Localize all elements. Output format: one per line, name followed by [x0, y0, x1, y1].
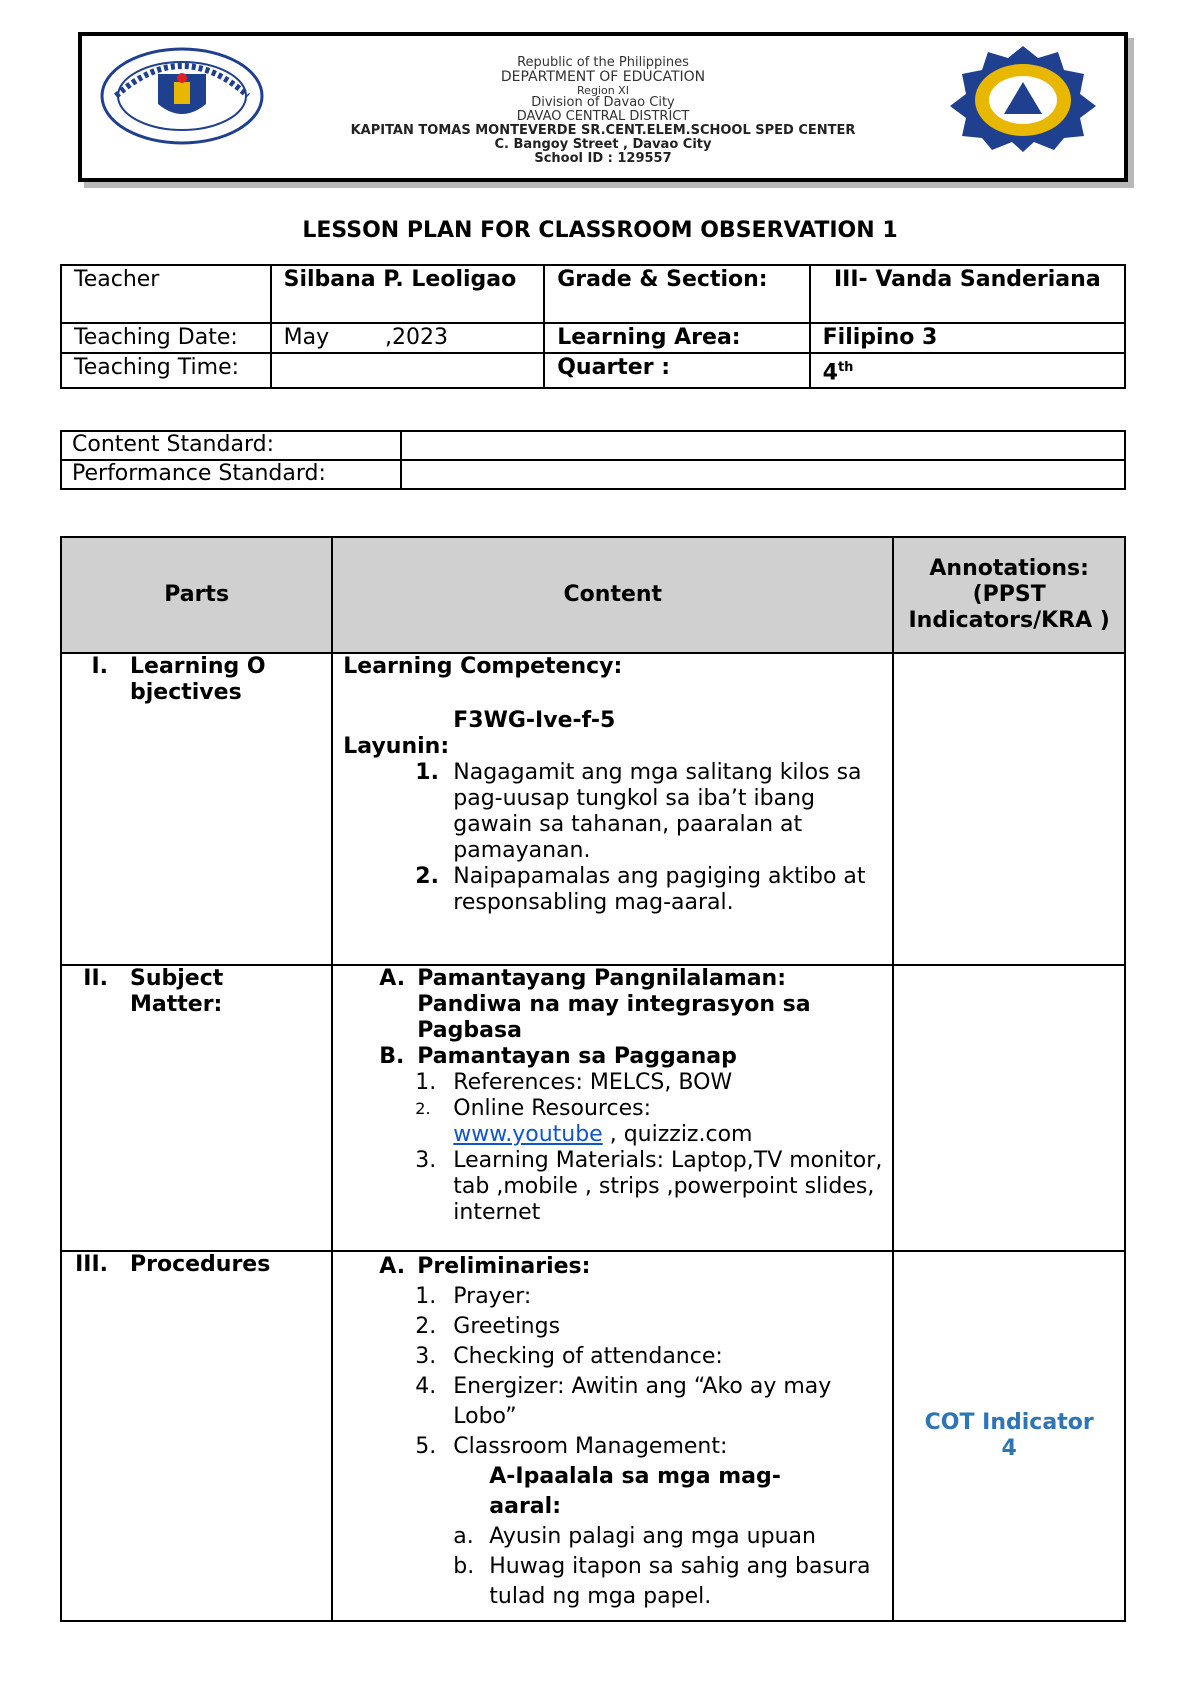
list-marker: 5. [415, 1434, 437, 1459]
school-seal-icon [934, 44, 1112, 152]
time-label: Teaching Time: [61, 353, 271, 388]
section-a [343, 1252, 882, 1282]
teacher-value: Silbana P. Leoligao [271, 265, 545, 323]
section-marker: A. [379, 966, 406, 991]
section-marker: B. [379, 1044, 405, 1069]
list-item [415, 1096, 882, 1148]
part-number: III. [75, 1252, 108, 1277]
area-value: Filipino 3 [810, 323, 1125, 353]
youtube-link[interactable]: www.youtube [453, 1122, 603, 1147]
part-number: II. [83, 966, 108, 991]
section-b [343, 1044, 882, 1070]
list-text: Learning Materials: Laptop,TV monitor, tab ,mobile , strips ,powerpoint slides, internet [453, 1148, 883, 1225]
header-parts: Parts [61, 537, 332, 653]
header-annotations: Annotations: (PPST Indicators/KRA ) [893, 537, 1125, 653]
list-text: Prayer: [453, 1284, 532, 1309]
grade-value: III- Vanda Sanderiana [810, 265, 1125, 323]
part-cell [61, 965, 332, 1251]
management-heading: A-Ipaalala sa mga mag-aaral: [489, 1464, 781, 1519]
date-value: May ,2023 [271, 323, 545, 353]
list-item [415, 1372, 882, 1432]
list-text: References: MELCS, BOW [453, 1070, 733, 1095]
competency-code: F3WG-Ive-f-5 [453, 708, 616, 733]
list-text: Huwag itapon sa sahig ang basura tulad ng mga papel. [489, 1554, 871, 1609]
content-standard-label: Content Standard: [61, 431, 401, 460]
list-marker: 1. [415, 1284, 437, 1309]
list-text: Greetings [453, 1314, 561, 1339]
header-line: KAPITAN TOMAS MONTEVERDE SR.CENT.ELEM.SCHOOL SPED CENTER [350, 123, 856, 138]
reminders-list [343, 1522, 882, 1612]
part-cell [61, 653, 332, 965]
part-title: Procedures [130, 1252, 271, 1277]
section-text: Pamantayan sa Pagganap [417, 1044, 737, 1069]
list-marker: 3. [415, 1148, 437, 1173]
list-marker: 3. [415, 1344, 437, 1369]
section-marker: A. [379, 1254, 406, 1279]
list-item [415, 1070, 882, 1096]
lesson-plan-table [60, 536, 1126, 1622]
section-text: Pamantayang Pangnilalaman: Pandiwa na may integrasyon sa Pagbasa [417, 966, 811, 1043]
list-text-group [453, 1096, 752, 1148]
list-item [453, 1552, 882, 1612]
list-item [453, 1522, 882, 1552]
school-header [78, 32, 1128, 182]
list-marker: b. [453, 1554, 475, 1579]
list-text: Online Resources: [453, 1096, 651, 1121]
standards-table [60, 430, 1126, 490]
list-item [415, 1432, 882, 1462]
list-marker: 1. [415, 1070, 437, 1095]
part-cell [61, 1251, 332, 1621]
quarter-value: 4 [822, 360, 838, 386]
part-label [62, 966, 331, 1018]
part-number: I. [91, 654, 108, 679]
header-line: C. Bangoy Street , Davao City [494, 137, 712, 152]
list-marker: 2. [415, 1099, 431, 1118]
content-cell [332, 965, 893, 1251]
page-title: LESSON PLAN FOR CLASSROOM OBSERVATION 1 [302, 218, 898, 243]
section-text: Preliminaries: [417, 1254, 591, 1279]
annotation-cell: COT Indicator 4 [893, 1251, 1125, 1621]
teacher-label: Teacher [61, 265, 271, 323]
header-line: School ID : 129557 [534, 151, 672, 166]
part-label [62, 654, 331, 706]
quarter-label: Quarter : [544, 353, 809, 388]
content-standard-value [401, 431, 1125, 460]
list-text: Naipapamalas ang pagiging aktibo at responsabling mag-aaral. [453, 864, 866, 915]
list-item [415, 1282, 882, 1312]
part-label [62, 1252, 331, 1278]
header-line: Region XI [577, 84, 629, 97]
content-cell [332, 653, 893, 965]
list-marker: 4. [415, 1374, 437, 1399]
grade-label: Grade & Section: [544, 265, 809, 323]
header-content: Content [332, 537, 893, 653]
list-marker: 2. [415, 1314, 437, 1339]
annotation-cell [893, 965, 1125, 1251]
header-line: DEPARTMENT OF EDUCATION [500, 69, 706, 85]
quarter-cell [810, 353, 1125, 388]
layunin-label: Layunin: [343, 734, 450, 759]
list-marker: 2. [415, 864, 439, 889]
list-item [415, 1148, 882, 1226]
header-line: Republic of the Philippines [517, 55, 689, 70]
list-text: Checking of attendance: [453, 1344, 723, 1369]
header-line: DAVAO CENTRAL DISTRICT [516, 109, 690, 124]
list-marker: a. [453, 1524, 474, 1549]
teacher-info-table [60, 264, 1126, 389]
content-cell [332, 1251, 893, 1621]
part-title: Subject Matter: [130, 966, 224, 1017]
area-label: Learning Area: [544, 323, 809, 353]
quarter-sup: th [837, 360, 854, 375]
objectives-list [343, 760, 882, 916]
resources-list [343, 1070, 882, 1226]
header-line: Division of Davao City [531, 95, 675, 110]
list-text: Classroom Management: [453, 1434, 728, 1459]
list-text: Nagagamit ang mga salitang kilos sa pag-uusap tungkol sa iba’t ibang gawain sa tahanan, paaralan at pamayanan. [453, 760, 862, 863]
list-item [415, 1312, 882, 1342]
annotation-cell [893, 653, 1125, 965]
competency-label: Learning Competency: [343, 654, 623, 679]
section-a [343, 966, 882, 1044]
part-title: Learning Objectives [130, 654, 266, 705]
performance-standard-label: Performance Standard: [61, 460, 401, 489]
link-suffix: , quizziz.com [602, 1122, 753, 1147]
list-item [415, 760, 882, 864]
list-text: Energizer: Awitin ang “Ako ay may Lobo” [453, 1374, 832, 1429]
list-text: Ayusin palagi ang mga upuan [489, 1524, 816, 1549]
preliminaries-list [343, 1282, 882, 1462]
list-item [415, 1342, 882, 1372]
list-item [415, 864, 882, 916]
list-marker: 1. [415, 760, 439, 785]
date-label: Teaching Date: [61, 323, 271, 353]
performance-standard-value [401, 460, 1125, 489]
time-value [271, 353, 545, 388]
